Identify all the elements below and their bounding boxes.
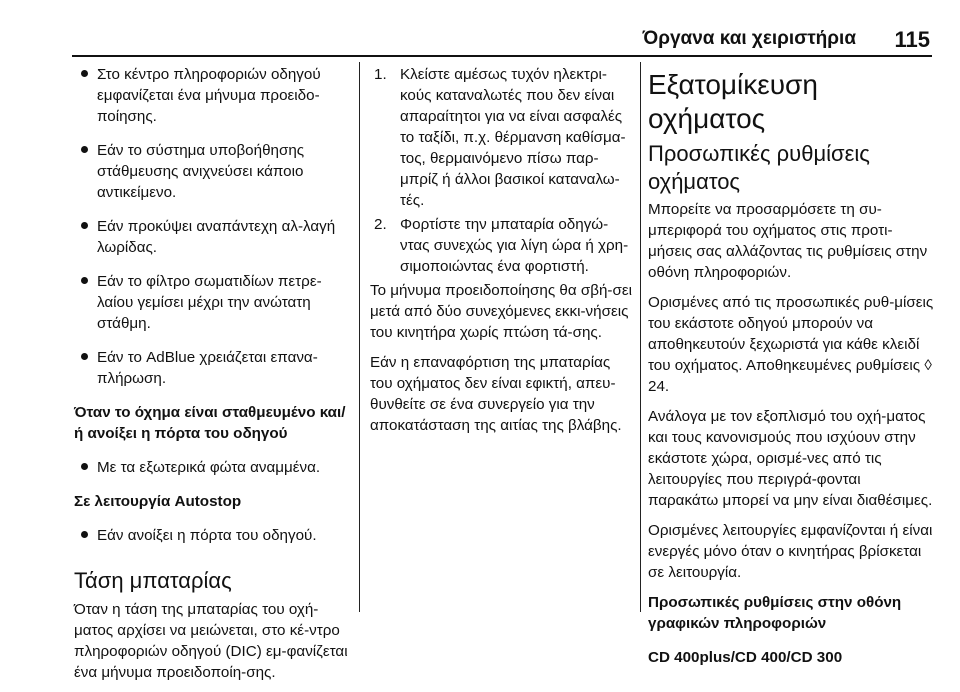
list-item: Στο κέντρο πληροφοριών οδηγού εμφανίζεται ένα μήνυμα προειδο-ποίησης. — [74, 64, 354, 127]
list-item: Εάν το AdBlue χρειάζεται επανα-πλήρωση. — [74, 347, 354, 389]
step-number: 1. — [374, 66, 387, 83]
column-divider-2 — [640, 62, 641, 612]
personal-settings-heading: Προσωπικές ρυθμίσεις οχήματος — [648, 141, 870, 194]
battery-voltage-heading: Τάση μπαταρίας — [74, 568, 232, 593]
page-number: 115 — [894, 27, 930, 52]
display-settings-heading: Προσωπικές ρυθμίσεις στην οθόνη γραφικών πληροφοριών — [648, 594, 902, 632]
list-item — [370, 214, 632, 277]
column-3 — [648, 64, 934, 681]
battery-steps-list — [370, 64, 632, 277]
column-1 — [74, 64, 354, 692]
step-text: Φορτίστε την μπαταρία οδηγώ-ντας συνεχώς για λίγη ώρα ή χρη-σιμοποιώντας ένα φορτιστή. — [400, 216, 629, 275]
page-reference-link[interactable]: ◊ 24. — [648, 357, 932, 395]
column-divider-1 — [359, 62, 360, 612]
autostop-heading: Σε λειτουργία Autostop — [74, 493, 242, 510]
step-number: 2. — [374, 216, 387, 233]
paragraph-text: Ορισμένες από τις προσωπικές ρυθ-μίσεις του εκάστοτε οδηγού μπορούν να αποθηκευτούν ξεχωριστά για κάθε κλειδί του οχήματος. Αποθηκευμένες ρυθμίσεις — [648, 294, 934, 374]
column-2 — [370, 64, 632, 445]
paragraph: Το μήνυμα προειδοποίησης θα σβή-σει μετά από δύο συνεχόμενες εκκι-νήσεις του κινητήρα χωρίς πτώση τά-σης. — [370, 282, 632, 341]
autostop-list — [74, 525, 354, 546]
warning-conditions-list — [74, 64, 354, 389]
header-rule — [72, 55, 932, 57]
list-item: Εάν το σύστημα υποβοήθησης στάθμευσης ανιχνεύσει κάποιο αντικείμενο. — [74, 140, 354, 203]
list-item — [370, 64, 632, 211]
vehicle-personalisation-heading: Εξατομίκευση οχήματος — [648, 69, 818, 134]
step-text: Κλείστε αμέσως τυχόν ηλεκτρι-κούς καταναλωτές που δεν είναι απαραίτητοι για να είναι ασφαλές το ταξίδι, π.χ. θέρμανση καθίσμα-τος, θερμαινόμενο πίσω παρ-μπρίζ ή άλλοι βασικοί καταναλω-τές. — [400, 66, 626, 209]
paragraph: Εάν η επαναφόρτιση της μπαταρίας του οχήματος δεν είναι εφικτή, απευ-θυνθείτε σε ένα συνεργείο για την αποκατάσταση της αιτίας της βλάβης. — [370, 354, 622, 434]
battery-voltage-text: Όταν η τάση της μπαταρίας του οχή-ματος αρχίσει να μειώνεται, στο κέ-ντρο πληροφοριών οδηγού (DIC) εμ-φανίζεται ένα μήνυμα προειδοποίη-σης. — [74, 601, 348, 681]
list-item: Εάν το φίλτρο σωματιδίων πετρε-λαίου γεμίσει μέχρι την ανώτατη στάθμη. — [74, 271, 354, 334]
paragraph: Ανάλογα με τον εξοπλισμό του οχή-ματος και τους κανονισμούς που ισχύουν στην εκάστοτε χώρα, ορισμέ-νες από τις λειτουργίες που περιγρά-φονται παρακάτω μπορεί να μην είναι διαθέσιμες. — [648, 408, 933, 509]
list-item: Με τα εξωτερικά φώτα αναμμένα. — [74, 457, 354, 478]
header-section-title: Όργανα και χειριστήρια — [642, 28, 856, 49]
list-item: Εάν ανοίξει η πόρτα του οδηγού. — [74, 525, 354, 546]
parked-list — [74, 457, 354, 478]
paragraph: Μπορείτε να προσαρμόσετε τη συ-μπεριφορά του οχήματος στις προτι-μήσεις σας αλλάζοντας τις ρυθμίσεις στην οθόνη πληροφοριών. — [648, 201, 928, 281]
model-heading: CD 400plus/CD 400/CD 300 — [648, 649, 843, 666]
parked-heading: Όταν το όχημα είναι σταθμευμένο και/ή ανοίξει η πόρτα του οδηγού — [74, 404, 346, 442]
paragraph: Ορισμένες λειτουργίες εμφανίζονται ή είναι ενεργές μόνο όταν ο κινητήρας βρίσκεται σε λειτουργία. — [648, 522, 933, 581]
list-item: Εάν προκύψει αναπάντεχη αλ-λαγή λωρίδας. — [74, 216, 354, 258]
paragraph — [648, 292, 934, 397]
